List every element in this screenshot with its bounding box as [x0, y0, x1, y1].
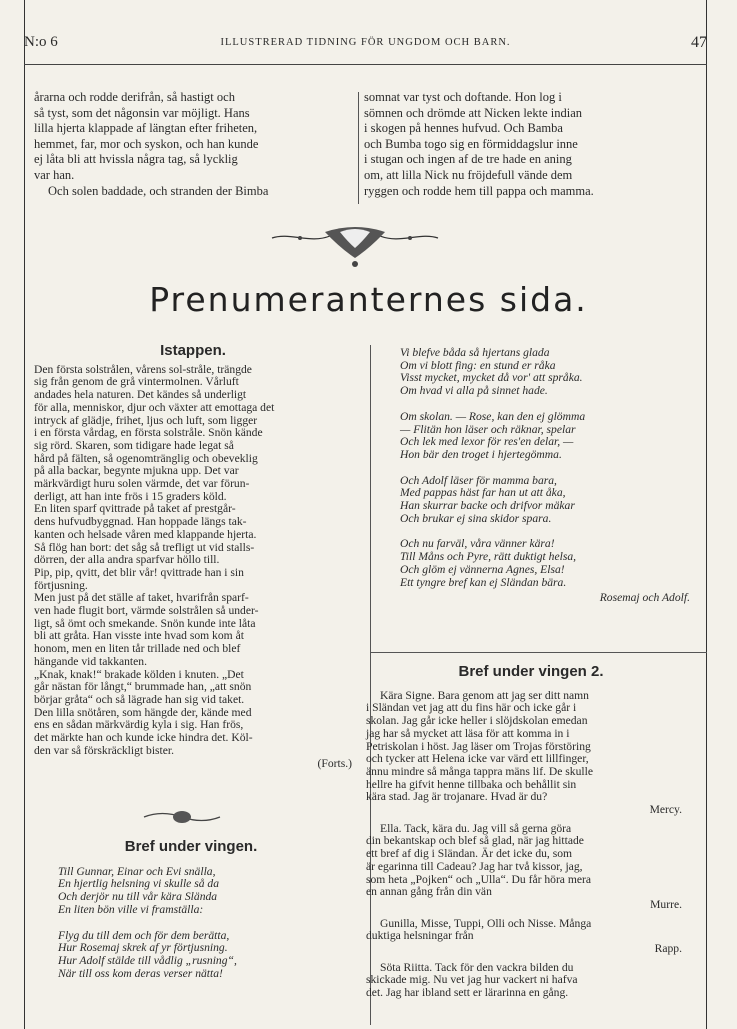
small-ornament [142, 808, 222, 826]
letter [366, 962, 696, 1000]
letter [366, 918, 696, 956]
text-line: dens hufvudbyggnad. Han hoppade längs tak- [34, 515, 247, 529]
text-line: Och solen baddade, och stranden der Bimba [48, 183, 269, 198]
stanza [400, 347, 700, 398]
text-line: hemmet, far, mor och syskon, och han kunde [34, 136, 259, 151]
text-line: sig rörd. Skaren, som tidigare hade legat så [34, 438, 234, 452]
page-number: 47 [691, 34, 707, 51]
letter-line: en annan gång från din vän [366, 885, 492, 899]
text-line: ens en sådan märkvärdig kyla i sig. Han frös, [34, 718, 244, 732]
text-line: och Bumba togo sig en förmiddagslur inne [364, 136, 578, 151]
publication-title: ILLUSTRERAD TIDNING FÖR UNGDOM OCH BARN. [220, 37, 511, 48]
letter-signature: Rapp. [654, 942, 682, 956]
article-title: Istappen. [160, 342, 226, 359]
letter-line: är egarinna till Cadeau? Jag har två kissor, jag, [366, 859, 583, 873]
text-line: Så flög han bort: det såg så trefligt ut vid stalls- [34, 540, 255, 554]
bref-right-section [366, 663, 696, 1006]
text-line: om, att lilla Nick nu fröjdefull vände dem [364, 167, 573, 182]
letter-line: ännu mindre så många tappra mäns lif. De skulle [366, 764, 593, 778]
text-line: för alla, menniskor, djur och växter att emottaga det [34, 400, 275, 414]
text-line: (Forts.) [317, 756, 352, 770]
text-line: i skogen på hennes hufvud. Och Bamba [364, 121, 563, 136]
text-line: honom, men en liten tår trillade ned och blef [34, 642, 241, 656]
poem-signature: Rosemaj och Adolf. [599, 591, 690, 605]
bref-left-title: Bref under vingen. [124, 838, 258, 855]
poem-line: En liten bön ville vi framställa: [58, 902, 204, 916]
letter-line: det. Jag har ibland sett er lärarinna en gång. [366, 986, 569, 1000]
poem-line: Om skolan. — Rose, kan den ej glömma [400, 409, 586, 423]
letter-line: skolan. Jag går icke heller i slöjdskolan emedan [366, 714, 588, 728]
letter-line: Söta Riitta. Tack för den vackra bilden du [380, 960, 574, 974]
letter-signature: Mercy. [649, 803, 682, 817]
text-line: ej låta bli att hvissla några tag, så lycklig [34, 152, 238, 167]
letter-line: hellre ha gifvit henne tillbaka och behållit sin [366, 777, 577, 791]
stanza [400, 475, 700, 526]
text-line: så tyst, som det någonsin var möjligt. Hans [34, 105, 250, 120]
letter-line: kära stad. Jag är trojanare. Hvad är du? [366, 790, 548, 804]
text-line: sömnen och drömde att Nicken lekte indian [364, 105, 582, 120]
poem-line: Och derjör nu till vår kära Slända [58, 890, 218, 904]
poem-line: Han skurrar backe och drifvor mäkar [400, 499, 575, 513]
section-title: Prenumeranternes sida. [149, 280, 588, 319]
text-line: ven hade flugit bort, värmde solstrålen så under- [34, 604, 259, 618]
text-line: derligt, att han inte frös i 15 graders köld. [34, 489, 227, 503]
stanza [58, 930, 348, 981]
text-line: dörren, der alla andra sparfvar höllo till. [34, 553, 220, 567]
poem-right [400, 347, 700, 605]
text-line: i en första vårdag, en första solstråle. Snön kände [34, 426, 263, 440]
poem-line: Till Måns och Pyre, rätt duktigt helsa, [400, 550, 577, 564]
poem-line: Ett tyngre bref kan ej Sländan bära. [400, 575, 567, 589]
bref-left-poem [58, 866, 348, 981]
text-line: ryggen och rodde hem till pappa och mamma. [364, 183, 594, 198]
text-line: „Knak, knak!“ brakade kölden i knuten. „Det [34, 667, 244, 681]
letter [366, 823, 696, 912]
text-line: hård på fälten, så ogenomtränglig och obeveklig [34, 451, 258, 465]
letter-signature: Murre. [650, 897, 682, 911]
text-line: märkvärdigt huru solen värmde, det var förun- [34, 477, 250, 491]
section-divider [370, 652, 707, 653]
poem-line: Med pappas häst far han ut att åka, [400, 486, 566, 500]
poem-line: Om hvad vi alla på sinnet hade. [400, 384, 548, 398]
text-line: Den lilla snötåren, som hängde der, kände med [34, 705, 252, 719]
text-line: Pip, pip, qvitt, det blir vår! qvittrade han i sin [34, 565, 244, 579]
poem-line: Om vi blott fing: en stund er råka [400, 358, 556, 372]
text-line: den var så förskräckligt bister. [34, 743, 175, 757]
letter-line: i Sländan vet jag att du fins här och icke går i [366, 701, 577, 715]
text-line: andades hela naturen. Det kändes så underligt [34, 388, 247, 402]
poem-line: Och Adolf läser för mamma bara, [400, 473, 557, 487]
text-line: Men just på det ställe af taket, hvarifrån sparf- [34, 591, 249, 605]
letters [366, 690, 696, 1000]
text-line: En liten sparf qvittrade på taket af prestgår- [34, 502, 236, 516]
poem-line: Till Gunnar, Einar och Evi snälla, [58, 864, 216, 878]
bref-right-title: Bref under vingen 2. [458, 663, 604, 680]
text-line: sig från genom de grå vintermolnen. Vårluft [34, 375, 239, 389]
stanza [400, 411, 700, 462]
issue-number: N:o 6 [24, 34, 58, 50]
poem-line: Hur Rosemaj skrek af yr förtjusning. [58, 941, 228, 955]
stanza [58, 866, 348, 917]
article-body [34, 364, 352, 771]
text-line: årarna och rodde derifrån, så hastigt och [34, 90, 235, 104]
poem-line: — Flitän hon läser och räknar, spelar [400, 422, 576, 436]
poem-line: När till oss kom deras verser nätta! [58, 966, 223, 980]
poem-line: Vi blefve båda så hjertans glada [400, 346, 550, 359]
poem-line: Och brukar ej sina skidor spara. [400, 511, 552, 525]
top-story-right [364, 90, 698, 199]
letter-line: och tycker att Helena icke var värd ett lillfinger, [366, 752, 589, 766]
poem-line: Hon bär den troget i hjertegömma. [400, 447, 562, 461]
letter-line: som heta „Pojken“ och „Ulla“. Du får höra mera [366, 872, 592, 886]
poem-line: Flyg du till dem och för dem berätta, [58, 928, 230, 942]
ornament-divider [270, 222, 440, 270]
letter-line: ett bref af dig i Sländan. Är det icke du, som [366, 847, 573, 861]
stanza [400, 538, 700, 589]
letter-line: Petriskolan i höst. Jag läser om Trojas förstöring [366, 739, 591, 753]
column-divider [358, 92, 359, 204]
text-line: förtjusning. [34, 578, 88, 592]
text-line: det märkte han och kunde icke hindra det. Köl- [34, 731, 253, 745]
bref-left-section [58, 838, 348, 993]
text-line: börjar gråta“ och så lägrade han sig vid taket. [34, 692, 245, 706]
text-line: intryck af glädje, frihet, ljus och luft, som ligger [34, 413, 258, 427]
page-header [24, 28, 707, 65]
text-line: hängande vid takkanten. [34, 654, 147, 668]
poem-line: En hjertlig helsning vi skulle så da [58, 877, 220, 891]
poem-line: Visst mycket, mycket då vor' att språka. [400, 371, 583, 385]
istappen-article [34, 342, 352, 770]
poem-line: Och lek med lexor för res'en delar, — [400, 435, 574, 449]
text-line: Den första solstrålen, vårens sol-stråle, trängde [34, 362, 252, 376]
letter-line: Gunilla, Misse, Tuppi, Olli och Nisse. Många [380, 916, 592, 930]
letter-line: duktiga helsningar från [366, 929, 474, 943]
poem-stanzas [400, 347, 700, 589]
text-line: var han. [34, 167, 75, 182]
text-line: somnat var tyst och doftande. Hon log i [364, 90, 562, 104]
letter-line: Kära Signe. Bara genom att jag ser ditt namn [380, 688, 589, 702]
letter [366, 690, 696, 817]
letter-line: jag har så mycket att läsa för att komma in i [366, 726, 570, 740]
poem-line: Och glöm ej vännerna Agnes, Elsa! [400, 562, 565, 576]
poem-line: Och nu farväl, våra vänner kära! [400, 537, 555, 551]
text-line: lilla hjerta klappade af längtan efter friheten, [34, 121, 258, 136]
top-story-left [34, 90, 352, 199]
text-line: på alla backar, begynte mjukna upp. Det var [34, 464, 239, 478]
text-line: ligt, så ömt och smekande. Snön kunde inte låta [34, 616, 256, 630]
poem-line: Hur Adolf stälde till vådlig „rusning“, [58, 953, 237, 967]
text-line: bli att gråta. Han visste inte hvad som kom åt [34, 629, 244, 643]
text-line: går nästan för långt,“ brummade han, „att snön [34, 680, 252, 694]
text-line: i stugan och ingen af de tre hade en aning [364, 152, 572, 167]
text-line: kanten och helsade våren med klappande hjerta. [34, 527, 257, 541]
letter-line: skickade mig. Nu vet jag hur vackert ni hafva [366, 973, 578, 987]
letter-line: Ella. Tack, kära du. Jag vill så gerna göra [380, 821, 572, 835]
letter-line: din bekantskap och blef så glad, när jag hittade [366, 834, 584, 848]
